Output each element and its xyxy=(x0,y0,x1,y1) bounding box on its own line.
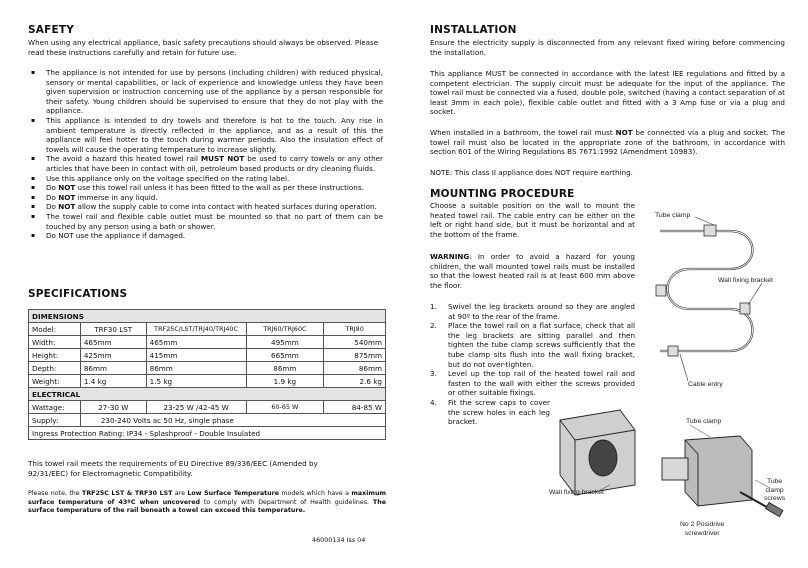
mounting-step: 3. Level up the top rail of the heated towel rail and fasten to the wall with either the screws provided or other suitable fixings. xyxy=(430,369,635,398)
tube-clamp-body xyxy=(685,436,752,506)
safety-item: ▪ The towel rail and flexible cable outlet must be mounted so that no part of them can be touched by any person using a bath or shower. xyxy=(28,212,383,231)
installation-p2: This appliance MUST be connected in accordance with the latest IEE regulations and fitted by a competent electrician. The supply circuit must be adequate for the input of the appliance. The towel rail must be connected via a fused, double pole, switched (having a contact separation of at least 3mm in each pole), flexible cable outlet and fitted with a 3 Amp fuse or via a plug and socket. xyxy=(430,69,785,117)
safety-item: ▪ Do NOT allow the supply cable to come into contact with heated surfaces during operation. xyxy=(28,202,383,212)
safety-intro: When using any electrical appliance, basic safety precautions should always be observed. Please read these instructions carefully and retain for future use. xyxy=(28,38,379,57)
table-row: Height: 425mm 415mm 665mm 875mm xyxy=(29,349,386,362)
installation-heading: INSTALLATION xyxy=(430,24,517,36)
mounting-step: 4. Fit the screw caps to cover the screw holes in each leg bracket. xyxy=(430,397,550,427)
tube-clamp-top xyxy=(704,225,716,236)
mounting-heading: MOUNTING PROCEDURE xyxy=(430,188,575,200)
label-wall-fixing-bracket-2: Wall fixing bracket xyxy=(549,489,604,496)
electrical-header: ELECTRICAL xyxy=(29,388,386,401)
safety-item: ▪ Use this appliance only on the voltage specified on the rating label. xyxy=(28,174,383,184)
towel-rail-diagram xyxy=(640,205,790,390)
label-tube-clamp-2: Tube clamp xyxy=(686,418,722,425)
safety-list xyxy=(28,68,383,241)
tube-stub xyxy=(662,458,688,480)
mounting-step: 1. Swivel the leg brackets around so they are angled at 90º to the rear of the frame. xyxy=(430,302,635,321)
table-row: Depth: 86mm 86mm 86mm 86mm xyxy=(29,362,386,375)
label-tube-clamp-screws: Tube clamp screws xyxy=(764,478,786,502)
table-row: Width: 465mm 465mm 495mm 540mm xyxy=(29,336,386,349)
low-surface-note: Please note, the TRF25C LST & TRF30 LST are Low Surface Temperature models which have a maximum surface temperature of 43ºC when uncovered to comply with Department of Health guidelines. The surface temperature of the rail beneath a towel can exceed this temperature. xyxy=(28,490,387,515)
safety-item: ▪ This appliance is intended to dry towels and therefore is hot to the touch. Any rise in ambient temperature is directly reflected in the appliance, and as a result of this the appliance will feel hotter to the touch during warmer periods. Also the insulation effect of towels will cause the operating temperature to increase slightly. xyxy=(28,116,383,154)
table-row: Model: TRF30 LST TRF25C/LST/TRJ40/TRJ40C TRJ60/TRJ60C TRJ80 xyxy=(29,323,386,336)
label-cable-entry: Cable entry xyxy=(688,381,723,388)
bracket-hole xyxy=(589,440,617,476)
bracket-bottom xyxy=(668,346,678,356)
safety-item: ▪ The avoid a hazard this heated towel rail MUST NOT be used to carry towels or any other articles that have been in contact with oil, petroleum based products or dry cleaning fluids. xyxy=(28,154,383,173)
bracket-detail-diagram xyxy=(540,400,785,550)
specifications-table xyxy=(28,309,386,440)
screwdriver-handle xyxy=(766,503,783,517)
installation-note: NOTE: This class II appliance does NOT require earthing. xyxy=(430,168,633,177)
specifications-heading: SPECIFICATIONS xyxy=(28,288,128,300)
installation-p3: When installed in a bathroom, the towel rail must NOT be connected via a plug and socket. The towel rail must also be located in the appropriate zone of the bathroom, in accordance with section 601 of the Wiring Regulations BS 7671:1992 (Amendment 10983). xyxy=(430,128,785,157)
safety-item: ▪ The appliance is not intended for use by persons (including children) with reduced physical, sensory or mental capabilities, or lack of experience and knowledge unless they have been given supervision or instruction concerning use of the appliance by a person responsible for their safety. Young children should be supervised to ensure that they do not play with the appliance. xyxy=(28,68,383,116)
document-reference: 46000134 Iss 04 xyxy=(312,536,366,544)
bracket-left xyxy=(656,285,666,296)
mounting-p1: Choose a suitable position on the wall to mount the heated towel rail. The cable entry can be either on the left or right hand side, but it must be horizontal and at the bottom of the frame. xyxy=(430,201,635,239)
installation-p1: Ensure the electricity supply is disconnected from any relevant fixed wiring before commencing the installation. xyxy=(430,38,785,57)
label-wall-fixing-bracket: Wall fixing bracket xyxy=(718,277,773,284)
safety-item: ▪ Do NOT use this towel rail unless it has been fitted to the wall as per these instructions. xyxy=(28,183,383,193)
table-row: Weight: 1.4 kg 1.5 kg 1.9 kg 2.6 kg xyxy=(29,375,386,388)
safety-item: ▪ Do NOT use the appliance if damaged. xyxy=(28,231,383,241)
table-row: Supply: 230-240 Volts ac 50 Hz, single phase xyxy=(29,414,386,427)
rail-outer xyxy=(660,231,753,351)
safety-item: ▪ Do NOT immerse in any liquid. xyxy=(28,193,383,203)
table-row: Ingress Protection Rating: IP34 - Splashproof - Double Insulated xyxy=(29,427,386,440)
mounting-warning: WARNING: In order to avoid a hazard for young children, the wall mounted towel rails must be installed so that the lowest heated rail is at least 600 mm above the floor. xyxy=(430,252,635,290)
label-tube-clamp: Tube clamp xyxy=(655,212,691,219)
mounting-step: 2. Place the towel rail on a flat surface, check that all the leg brackets are sitting parallel and then tighten the tube clamp screws sufficiently that the tube clamp sits flush into the wall fixing bracket, but do not over-tighten. xyxy=(430,321,635,369)
safety-heading: SAFETY xyxy=(28,24,74,36)
label-screwdriver: No 2 Posidrive screwdriver xyxy=(680,521,725,537)
table-row: Wattage: 27-30 W 23-25 W /42-45 W 60-65 W 84-85 W xyxy=(29,401,386,414)
dimensions-header: DIMENSIONS xyxy=(29,310,386,323)
compliance-text: This towel rail meets the requirements of EU Directive 89/336/EEC (Amended by 92/31/EEC) for Electromagnetic Compatibility. xyxy=(28,459,318,478)
